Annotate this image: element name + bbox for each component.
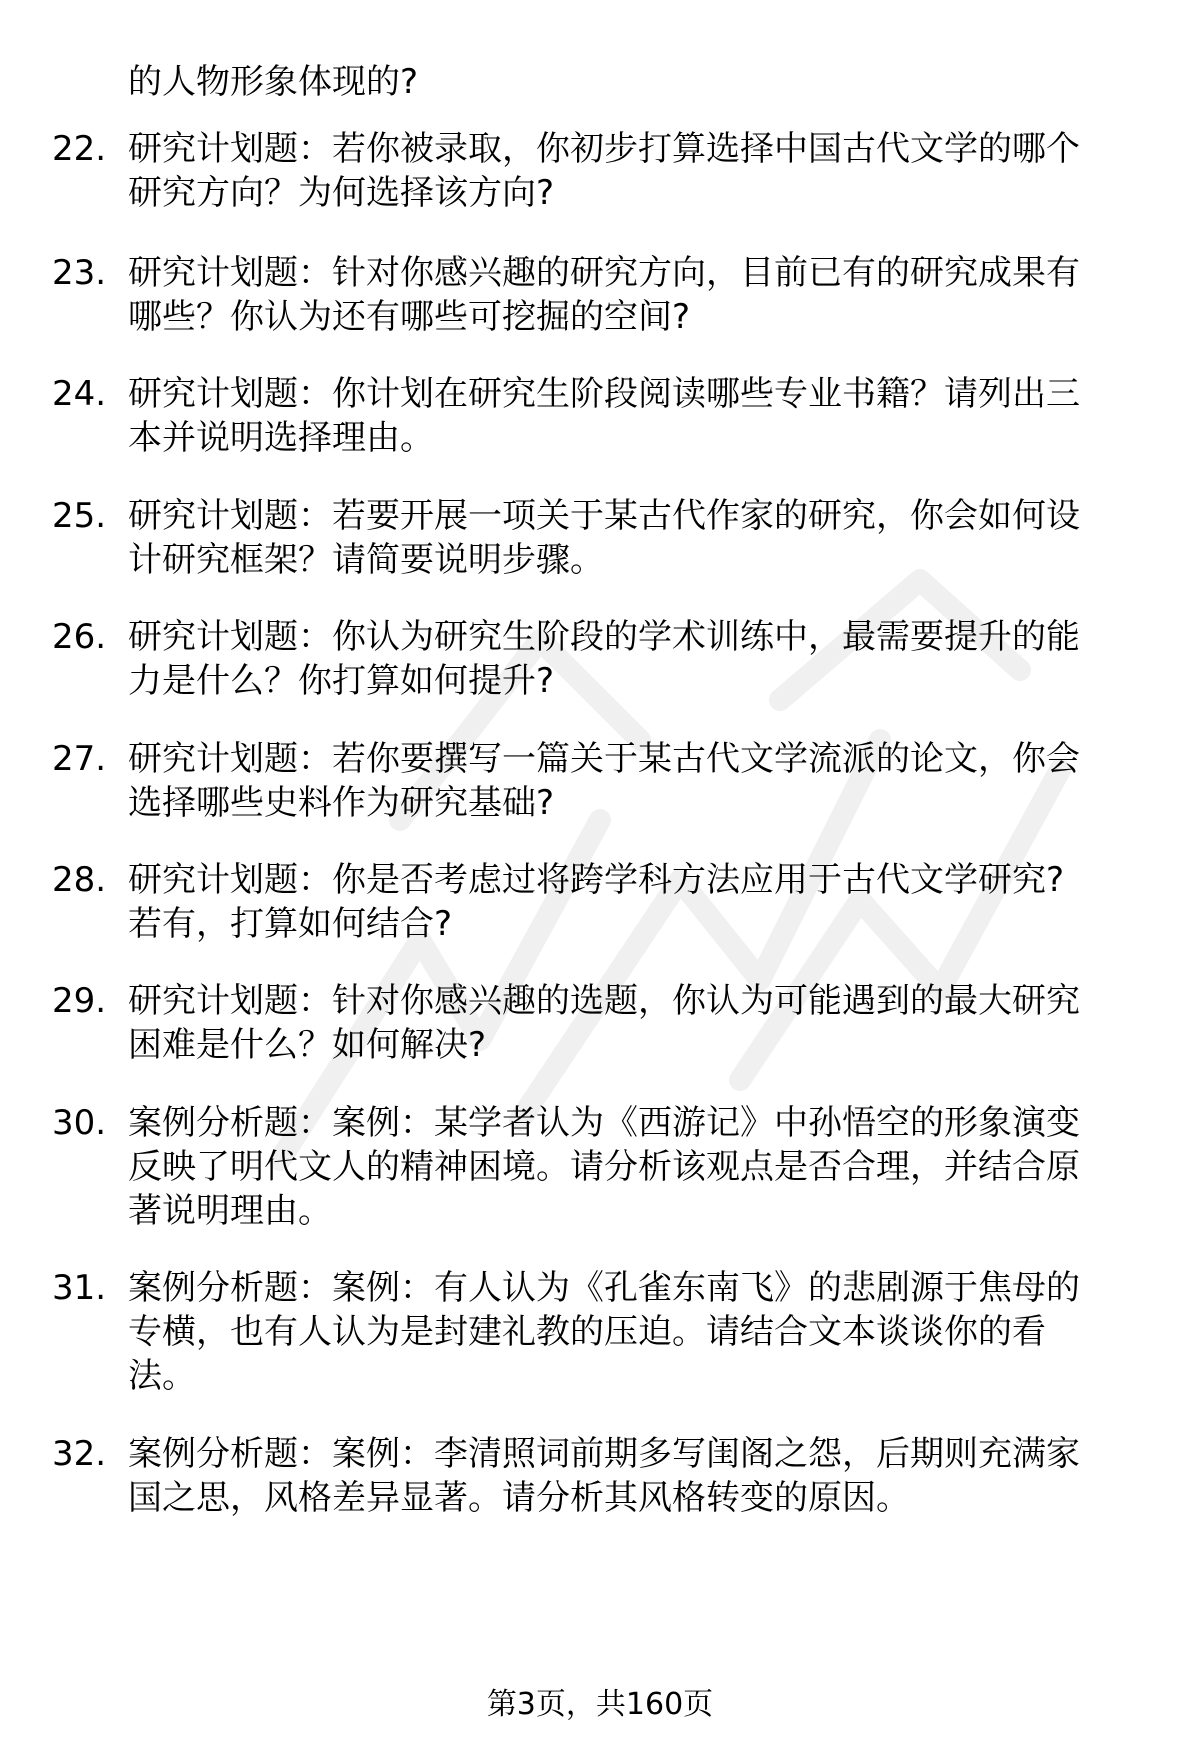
question-number: 22. <box>52 129 107 169</box>
question-number: 23. <box>52 253 107 293</box>
question-text-line: 困难是什么？如何解决? <box>128 1025 487 1065</box>
question-text-line: 研究计划题：你是否考虑过将跨学科方法应用于古代文学研究? <box>128 860 1065 900</box>
question-text-line: 案例分析题：案例：有人认为《孔雀东南飞》的悲剧源于焦母的 <box>128 1268 1080 1308</box>
question-text-line: 案例分析题：案例：李清照词前期多写闺阁之怨，后期则充满家 <box>128 1434 1080 1474</box>
question-number: 31. <box>52 1268 107 1308</box>
question-text-line: 国之思，风格差异显著。请分析其风格转变的原因。 <box>128 1478 910 1518</box>
question-text-line: 专横，也有人认为是封建礼教的压迫。请结合文本谈谈你的看 <box>128 1312 1046 1352</box>
question-text-line: 计研究框架？请简要说明步骤。 <box>128 540 604 580</box>
question-text-line: 研究计划题：若你被录取，你初步打算选择中国古代文学的哪个 <box>128 129 1080 169</box>
continued-question-text: 的人物形象体现的? <box>128 62 419 102</box>
question-number: 28. <box>52 860 107 900</box>
question-text-line: 法。 <box>128 1356 196 1396</box>
question-text-line: 若有，打算如何结合? <box>128 904 453 944</box>
question-number: 24. <box>52 374 107 414</box>
question-text-line: 反映了明代文人的精神困境。请分析该观点是否合理，并结合原 <box>128 1147 1080 1187</box>
question-number: 32. <box>52 1434 107 1474</box>
page-footer: 第3页，共160页 <box>486 1687 714 1722</box>
question-text-line: 本并说明选择理由。 <box>128 418 434 458</box>
question-text-line: 研究计划题：若要开展一项关于某古代作家的研究，你会如何设 <box>128 496 1080 536</box>
question-text-line: 力是什么？你打算如何提升? <box>128 661 555 701</box>
question-number: 29. <box>52 981 107 1021</box>
question-text-line: 研究计划题：你认为研究生阶段的学术训练中，最需要提升的能 <box>128 617 1080 657</box>
question-number: 27. <box>52 739 107 779</box>
question-text-line: 研究计划题：针对你感兴趣的选题，你认为可能遇到的最大研究 <box>128 981 1080 1021</box>
question-text-line: 研究计划题：针对你感兴趣的研究方向，目前已有的研究成果有 <box>128 253 1080 293</box>
question-text-line: 著说明理由。 <box>128 1191 332 1231</box>
question-text-line: 哪些？你认为还有哪些可挖掘的空间? <box>128 297 691 337</box>
question-number: 30. <box>52 1103 107 1143</box>
question-text-line: 研究计划题：你计划在研究生阶段阅读哪些专业书籍？请列出三 <box>128 374 1080 414</box>
question-text-line: 案例分析题：案例：某学者认为《西游记》中孙悟空的形象演变 <box>128 1103 1080 1143</box>
question-text-line: 选择哪些史料作为研究基础? <box>128 783 555 823</box>
question-text-line: 研究方向？为何选择该方向? <box>128 173 555 213</box>
question-number: 25. <box>52 496 107 536</box>
question-text-line: 研究计划题：若你要撰写一篇关于某古代文学流派的论文，你会 <box>128 739 1080 779</box>
question-number: 26. <box>52 617 107 657</box>
